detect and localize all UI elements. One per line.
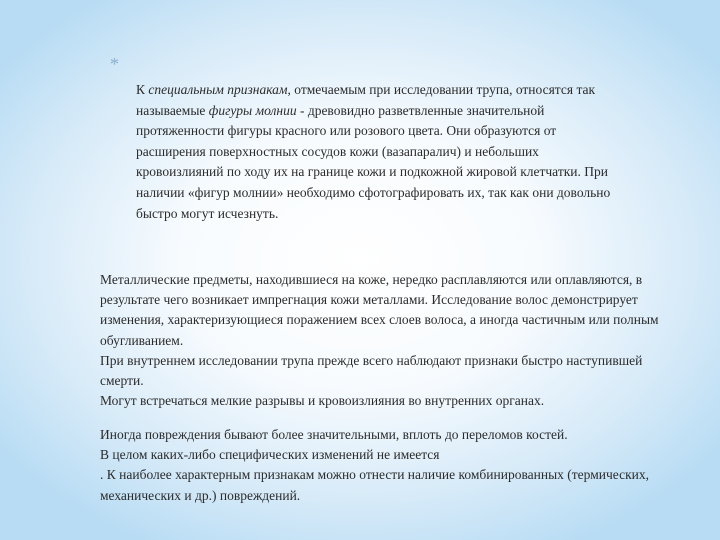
injuries-paragraph <box>100 425 680 506</box>
paragraph-line: Могут встречаться мелкие разрывы и кровоизлияния во внутренних органах. <box>100 393 545 409</box>
bullet-star-icon: * <box>110 54 119 74</box>
paragraph-line: Металлические предметы, находившиеся на коже, нередко расплавляются или оплавляются, в результате чего возникает импрегнация кожи металлами. Исследование волос демонстрирует изменения, характеризующиеся поражением всех слоев волоса, а иногда частичным или полным обугливанием. <box>100 272 659 348</box>
metal-and-internal-paragraph <box>100 270 680 411</box>
text-run: К <box>136 82 149 97</box>
lightning-figures-paragraph <box>136 80 616 224</box>
paragraph-line: . К наиболее характерным признакам можно отнести наличие комбинированных (термических, механических и др.) повреждений. <box>100 467 649 503</box>
italic-term-lightning-figures: фигуры молнии <box>208 102 297 118</box>
paragraph-text <box>136 80 616 224</box>
paragraph-line: В целом каких-либо специфических изменений не имеется <box>100 447 440 463</box>
text-run: , отмечаемым при исследовании трупа, относятся так называемые <box>136 82 596 118</box>
italic-term-special-signs: специальным признакам <box>148 82 288 97</box>
paragraph-line: Иногда повреждения бывают более значительными, вплоть до переломов костей. <box>100 427 568 442</box>
text-run: - древовидно разветвленные значительной протяженности фигуры красного или розового цвета. Они образуются от расширения поверхностных сосудов кожи (вазапаралич) и небольших кровоизлияний по ходу их на границе кожи и подкожной жировой клетчатки. При наличии «фигур молнии» необходимо сфотографировать их, так как они довольно быстро могут исчезнуть. <box>136 102 611 221</box>
paragraph-line: При внутреннем исследовании трупа прежде всего наблюдают признаки быстро наступившей смерти. <box>100 352 643 389</box>
